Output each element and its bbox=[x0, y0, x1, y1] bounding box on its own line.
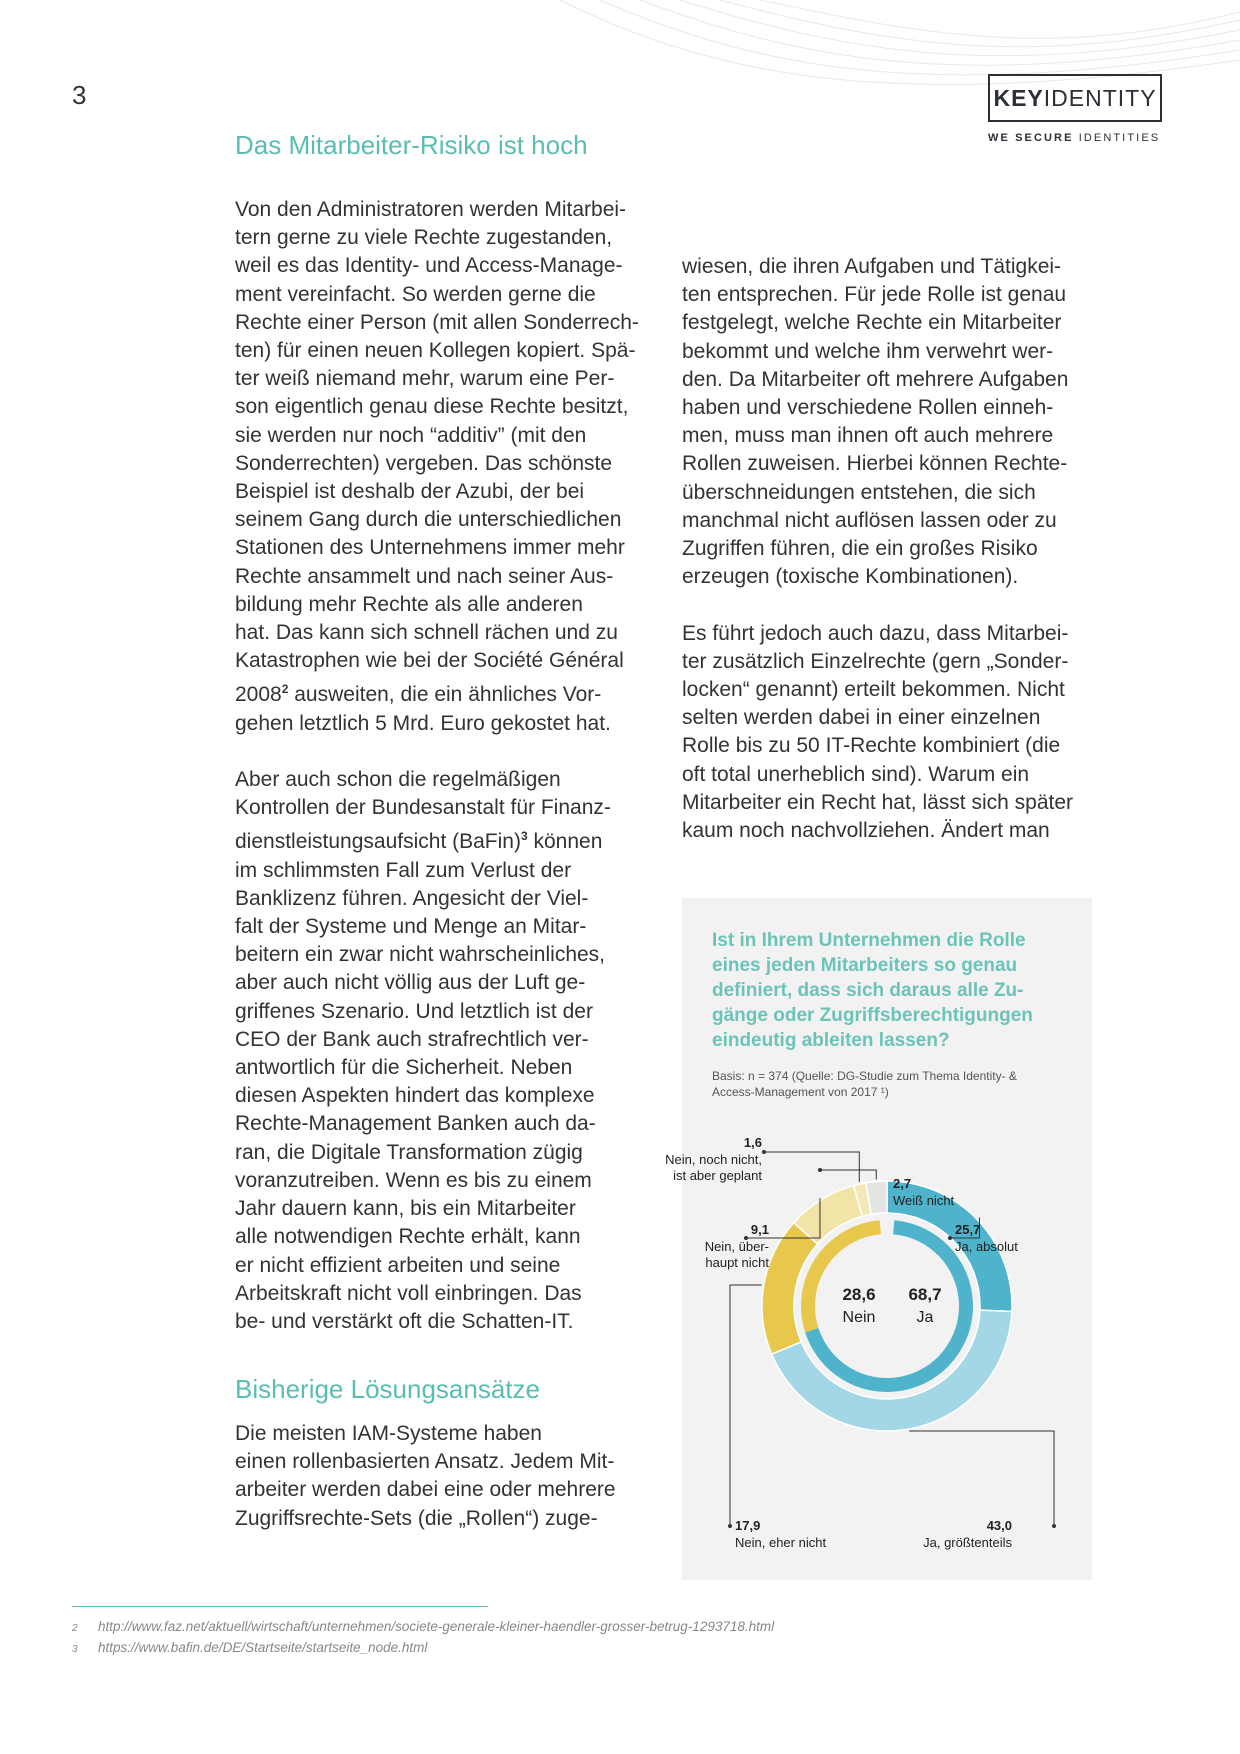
center-value-ja: 68,7 bbox=[908, 1285, 942, 1304]
center-label-ja: Ja bbox=[916, 1309, 934, 1326]
footnotes bbox=[72, 1617, 774, 1659]
paragraph-text-a: Von den Administratoren werden Mitarbei- tern gerne zu viele Rechte zugestanden, weil es das Identity- und Access-Manage- ment vereinfacht. So werden gerne die Rechte einer Person (mit allen Sonderrech- ten) für einen neuen Kollegen kopiert. Spä- ter weiß niemand mehr, warum eine Per- son eigentlich genau diese Rechte besitzt, sie werden nur noch “additiv” (mit den Sonderrechten) vergeben. Das schönste Beispiel ist deshalb der Azubi, der bei seinem Gang durch die unterschiedlichen Stationen des Unternehmens immer mehr Rechte ansammelt und nach seiner Aus- bildung mehr Rechte als alle anderen hat. Das kann sich schnell rächen und zu Katastrophen wie bei der Société Général 2008 bbox=[235, 198, 639, 707]
donut-chart bbox=[665, 1100, 1092, 1580]
callout-dot bbox=[762, 1150, 766, 1154]
footnote-number: 3 bbox=[72, 1644, 78, 1655]
paragraph-iam-systems: Die meisten IAM-Systeme haben einen rollenbasierten Ansatz. Jedem Mit- arbeiter werden dabei eine oder mehrere Zugriffsrechte-Sets (die „Rollen“) zuge- bbox=[235, 1422, 616, 1530]
footnote-ref-3[interactable]: 3 bbox=[520, 829, 528, 844]
callout-dot bbox=[948, 1236, 952, 1240]
paragraph-text-a: Aber auch schon die regelmäßigen Kontrollen der Bundesanstalt für Finanz- dienstleistungsaufsicht (BaFin) bbox=[235, 768, 611, 854]
text-column-left-bottom bbox=[235, 1420, 655, 1533]
logo-bold-text: KEY bbox=[993, 84, 1044, 111]
callout-line-weiß-nicht bbox=[820, 1170, 876, 1179]
callout-label-ja-absolut: Ja, absolut bbox=[955, 1239, 1018, 1254]
center-value-nein: 28,6 bbox=[842, 1285, 876, 1304]
text-column-left-top bbox=[235, 196, 655, 1336]
paragraph-roles: wiesen, die ihren Aufgaben und Tätigkei- ten entsprechen. Für jede Rolle ist genau festgelegt, welche Rechte ein Mitarbeiter bekommt und welche ihm verwehrt wer- den. Da Mitarbeiter oft mehrere Aufgaben haben und verschiedene Rollen einneh- men, muss man ihnen oft auch mehrere Rollen zuweisen. Hierbei können Rechte- überschneidungen entstehen, die sich manchmal nicht auflösen lassen oder zu Zugriffen führen, die ein großes Risiko erzeugen (toxische Kombinationen). bbox=[682, 255, 1069, 589]
callout-line-nein-eher-nicht bbox=[730, 1285, 762, 1526]
tagline-thin: IDENTITIES bbox=[1078, 132, 1161, 144]
page-number: 3 bbox=[72, 80, 87, 110]
text-column-right bbox=[682, 253, 1102, 845]
callout-value-weiß-nicht: 2,7 bbox=[893, 1176, 912, 1191]
center-labels bbox=[842, 1285, 941, 1326]
footnote-divider bbox=[72, 1606, 488, 1607]
callout-dot bbox=[1052, 1524, 1056, 1528]
callout-label-weiß-nicht: Weiß nicht bbox=[893, 1193, 955, 1208]
paragraph-single-rights: Es führt jedoch auch dazu, dass Mitarbei- ter zusätzlich Einzelrechte (gern „Sonder- locken“ genannt) erteilt bekommen. Nicht selten werden dabei in einer einzelnen Rolle bis zu 50 IT-Rechte kombiniert (die oft total unerheblich sind). Warum ein Mitarbeiter ein Recht hat, lässt sich später kaum noch nachvollziehen. Ändert man bbox=[682, 621, 1074, 843]
logo-tagline bbox=[988, 132, 1160, 144]
keyidentity-logo bbox=[988, 74, 1162, 122]
survey-basis: Basis: n = 374 (Quelle: DG-Studie zum Thema Identity- & Access-Management von 2017 ¹) bbox=[712, 1069, 1017, 1099]
logo-thin-text: IDENTITY bbox=[1043, 84, 1157, 111]
callout-label-nein-über-haupt-nicht: haupt nicht bbox=[705, 1255, 769, 1270]
section-heading-risk: Das Mitarbeiter-Risiko ist hoch bbox=[235, 130, 588, 160]
outer-ring bbox=[762, 1181, 1012, 1431]
footnote-ref-2[interactable]: 2 bbox=[281, 682, 289, 697]
callout-value-nein-eher-nicht: 17,9 bbox=[735, 1518, 761, 1533]
callout-value-nein-noch-nicht-ist-aber-geplant: 1,6 bbox=[743, 1135, 762, 1150]
footnote-2 bbox=[72, 1617, 774, 1638]
footnote-link[interactable]: http://www.faz.net/aktuell/wirtschaft/unternehmen/societe-generale-kleiner-haendler-grosser-betrug-1293718.html bbox=[98, 1619, 775, 1634]
callout-label-ja-größtenteils: Ja, größtenteils bbox=[923, 1535, 1012, 1550]
callout-label-nein-noch-nicht-ist-aber-geplant: ist aber geplant bbox=[673, 1168, 762, 1183]
section-heading-solutions: Bisherige Lösungsansätze bbox=[235, 1374, 540, 1404]
callout-value-nein-über-haupt-nicht: 9,1 bbox=[750, 1222, 769, 1237]
footnote-number: 2 bbox=[72, 1623, 78, 1634]
paragraph-text-b: können im schlimmsten Fall zum Verlust der Banklizenz führen. Angesicht der Viel- falt der Systeme und Menge an Mitar- beitern ein zwar nicht wahrscheinliches, aber auch nicht völlig aus der Luft ge- griffenes Szenario. Und letztlich ist der CEO der Bank auch strafrechtlich ver- antwortlich für die Sicherheit. Neben diesen Aspekten hindert das komplexe Rechte-Management Banken auch da- ran, die Digitale Transformation zügig voranzutreiben. Wenn es bis zu einem Jahr dauern kann, bis ein Mitarbeiter alle notwendigen Rechte erhält, kann er nicht effizient arbeiten und seine Arbeitskraft nicht voll einbringen. Das be- und verstärkt oft die Schatten-IT. bbox=[235, 830, 606, 1333]
survey-question: Ist in Ihrem Unternehmen die Rolle eines jeden Mitarbeiters so genau definiert, dass sich daraus alle Zu- gänge oder Zugriffsberechtigungen eindeutig ableiten lassen? bbox=[712, 930, 1033, 1051]
callout-label-nein-eher-nicht: Nein, eher nicht bbox=[735, 1535, 827, 1550]
paragraph-text-b: ausweiten, die ein ähnliches Vor- gehen letztlich 5 Mrd. Euro gekostet hat. bbox=[235, 683, 611, 735]
callout-dot bbox=[818, 1168, 822, 1172]
callout-value-ja-absolut: 25,7 bbox=[955, 1222, 981, 1237]
callout-label-nein-über-haupt-nicht: Nein, über- bbox=[704, 1239, 769, 1254]
footnote-link[interactable]: https://www.bafin.de/DE/Startseite/startseite_node.html bbox=[98, 1640, 428, 1655]
callout-value-ja-größtenteils: 43,0 bbox=[986, 1518, 1012, 1533]
paragraph-employee-risk bbox=[235, 196, 655, 738]
tagline-bold: WE SECURE bbox=[988, 132, 1074, 144]
center-label-nein: Nein bbox=[842, 1309, 876, 1326]
callout-label-nein-noch-nicht-ist-aber-geplant: Nein, noch nicht, bbox=[665, 1152, 762, 1167]
callout-dot bbox=[728, 1524, 732, 1528]
footnote-3 bbox=[72, 1638, 774, 1659]
paragraph-bafin bbox=[235, 766, 655, 1336]
callout-line-nein-noch-nicht-ist-aber-geplant bbox=[764, 1152, 859, 1182]
callout-line-ja-größtenteils bbox=[909, 1431, 1054, 1526]
inner-ring bbox=[801, 1220, 973, 1392]
